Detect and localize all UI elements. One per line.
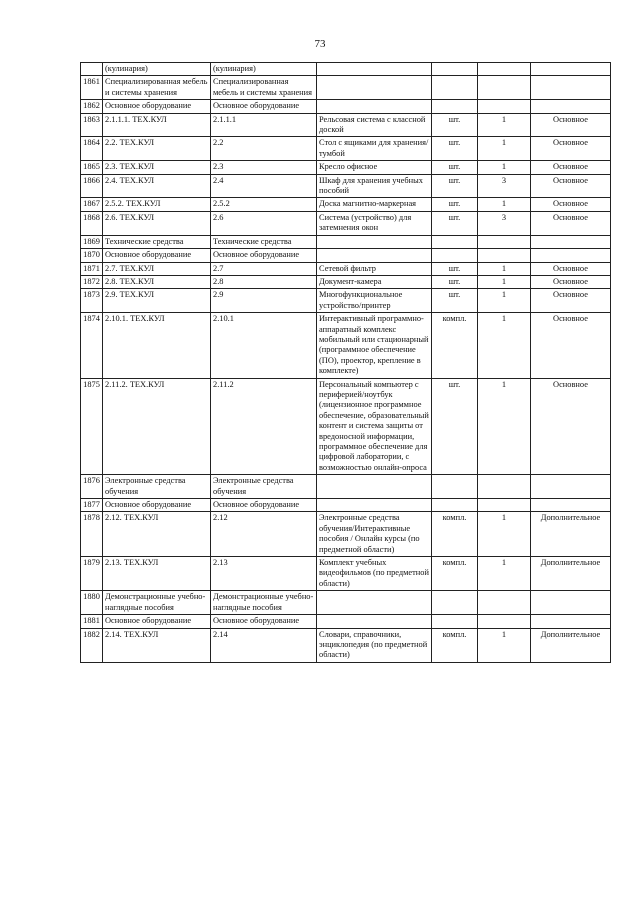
row-quantity: 1 <box>478 161 531 174</box>
row-quantity <box>478 100 531 113</box>
row-code: Специализированная мебель и системы хранения <box>211 76 317 100</box>
row-name: 2.9. ТЕХ.КУЛ <box>103 289 211 313</box>
row-code: 2.4 <box>211 174 317 198</box>
row-quantity <box>478 76 531 100</box>
row-code: 2.12 <box>211 512 317 557</box>
row-unit <box>432 249 478 262</box>
row-type <box>531 499 611 512</box>
row-unit: шт. <box>432 137 478 161</box>
row-item <box>317 100 432 113</box>
row-number: 1879 <box>81 557 103 591</box>
table-row <box>81 161 611 174</box>
row-unit <box>432 499 478 512</box>
row-number: 1869 <box>81 235 103 248</box>
row-unit: компл. <box>432 628 478 662</box>
row-number: 1862 <box>81 100 103 113</box>
row-type <box>531 615 611 628</box>
table-row <box>81 499 611 512</box>
row-code: 2.11.2 <box>211 378 317 475</box>
table-row <box>81 378 611 475</box>
row-name: 2.11.2. ТЕХ.КУЛ <box>103 378 211 475</box>
row-name: 2.8. ТЕХ.КУЛ <box>103 275 211 288</box>
row-number: 1882 <box>81 628 103 662</box>
row-name: 2.1.1.1. ТЕХ.КУЛ <box>103 113 211 137</box>
row-type <box>531 591 611 615</box>
row-unit: шт. <box>432 275 478 288</box>
row-code: 2.3 <box>211 161 317 174</box>
row-quantity: 1 <box>478 512 531 557</box>
row-name: 2.2. ТЕХ.КУЛ <box>103 137 211 161</box>
row-unit: шт. <box>432 174 478 198</box>
table-row <box>81 211 611 235</box>
row-quantity: 1 <box>478 198 531 211</box>
table-row <box>81 63 611 76</box>
row-unit <box>432 235 478 248</box>
row-unit: шт. <box>432 198 478 211</box>
row-code: 2.2 <box>211 137 317 161</box>
row-quantity: 3 <box>478 211 531 235</box>
row-code: Основное оборудование <box>211 249 317 262</box>
table-row <box>81 249 611 262</box>
row-code: Основное оборудование <box>211 100 317 113</box>
row-name: Основное оборудование <box>103 100 211 113</box>
table-row <box>81 289 611 313</box>
row-unit: шт. <box>432 113 478 137</box>
row-item <box>317 475 432 499</box>
row-type: Дополнительное <box>531 512 611 557</box>
row-quantity <box>478 615 531 628</box>
row-number: 1880 <box>81 591 103 615</box>
row-type <box>531 475 611 499</box>
row-item: Шкаф для хранения учебных пособий <box>317 174 432 198</box>
table-row <box>81 628 611 662</box>
row-name: (кулинария) <box>103 63 211 76</box>
row-type: Основное <box>531 211 611 235</box>
row-type: Основное <box>531 313 611 378</box>
row-unit: шт. <box>432 262 478 275</box>
row-type: Дополнительное <box>531 628 611 662</box>
row-name: 2.13. ТЕХ.КУЛ <box>103 557 211 591</box>
row-quantity: 3 <box>478 174 531 198</box>
table-row <box>81 174 611 198</box>
row-unit: шт. <box>432 378 478 475</box>
row-item <box>317 63 432 76</box>
row-unit: компл. <box>432 313 478 378</box>
table-row <box>81 76 611 100</box>
row-code: 2.13 <box>211 557 317 591</box>
row-unit <box>432 591 478 615</box>
row-type: Основное <box>531 262 611 275</box>
row-unit: шт. <box>432 289 478 313</box>
row-number: 1878 <box>81 512 103 557</box>
row-type: Основное <box>531 289 611 313</box>
row-code: 2.8 <box>211 275 317 288</box>
table-row <box>81 235 611 248</box>
row-item: Система (устройство) для затемнения окон <box>317 211 432 235</box>
row-item <box>317 249 432 262</box>
row-quantity: 1 <box>478 113 531 137</box>
row-name: 2.12. ТЕХ.КУЛ <box>103 512 211 557</box>
table-row <box>81 557 611 591</box>
row-quantity <box>478 63 531 76</box>
row-name: Основное оборудование <box>103 249 211 262</box>
row-type: Основное <box>531 113 611 137</box>
row-type <box>531 249 611 262</box>
row-name: Электронные средства обучения <box>103 475 211 499</box>
row-type: Основное <box>531 174 611 198</box>
row-code: 2.7 <box>211 262 317 275</box>
row-name: Демонстрационные учебно-наглядные пособия <box>103 591 211 615</box>
row-item <box>317 591 432 615</box>
row-item <box>317 615 432 628</box>
row-quantity: 1 <box>478 289 531 313</box>
row-number: 1875 <box>81 378 103 475</box>
row-quantity: 1 <box>478 137 531 161</box>
row-name: 2.10.1. ТЕХ.КУЛ <box>103 313 211 378</box>
row-quantity: 1 <box>478 378 531 475</box>
row-name: 2.4. ТЕХ.КУЛ <box>103 174 211 198</box>
table-row <box>81 615 611 628</box>
row-number: 1881 <box>81 615 103 628</box>
row-item: Персональный компьютер с периферией/ноутбук (лицензионное программное обеспечение, образовательный контент и система защиты от вредоносной информации, программное обеспечение для цифровой лаборатории, с возможностью онлайн-опроса <box>317 378 432 475</box>
row-name: 2.5.2. ТЕХ.КУЛ <box>103 198 211 211</box>
row-unit <box>432 615 478 628</box>
row-type: Основное <box>531 161 611 174</box>
row-item <box>317 235 432 248</box>
row-number: 1873 <box>81 289 103 313</box>
row-type: Основное <box>531 198 611 211</box>
row-unit <box>432 475 478 499</box>
row-type <box>531 76 611 100</box>
row-type <box>531 100 611 113</box>
row-unit: компл. <box>432 557 478 591</box>
row-code: Электронные средства обучения <box>211 475 317 499</box>
table-row <box>81 275 611 288</box>
row-unit <box>432 76 478 100</box>
row-name: 2.7. ТЕХ.КУЛ <box>103 262 211 275</box>
row-number: 1865 <box>81 161 103 174</box>
row-quantity: 1 <box>478 262 531 275</box>
row-name: 2.14. ТЕХ.КУЛ <box>103 628 211 662</box>
table-row <box>81 313 611 378</box>
row-item: Кресло офисное <box>317 161 432 174</box>
row-type: Основное <box>531 137 611 161</box>
row-name: Технические средства <box>103 235 211 248</box>
row-item: Комплект учебных видеофильмов (по предметной области) <box>317 557 432 591</box>
row-type <box>531 235 611 248</box>
row-quantity: 1 <box>478 628 531 662</box>
row-item: Интерактивный программно-аппаратный комплекс мобильный или стационарный (программное обеспечение (ПО), проектор, крепление в комплекте) <box>317 313 432 378</box>
row-number: 1866 <box>81 174 103 198</box>
row-quantity <box>478 499 531 512</box>
page-number: 73 <box>314 38 326 50</box>
row-item: Электронные средства обучения/Интерактивные пособия / Онлайн курсы (по предметной области) <box>317 512 432 557</box>
row-type: Основное <box>531 275 611 288</box>
row-number: 1871 <box>81 262 103 275</box>
table-row <box>81 198 611 211</box>
row-number: 1867 <box>81 198 103 211</box>
row-unit: шт. <box>432 211 478 235</box>
row-code: (кулинария) <box>211 63 317 76</box>
row-quantity: 1 <box>478 275 531 288</box>
row-unit <box>432 63 478 76</box>
row-code: Технические средства <box>211 235 317 248</box>
row-number: 1876 <box>81 475 103 499</box>
table-row <box>81 262 611 275</box>
row-code: 2.5.2 <box>211 198 317 211</box>
row-item: Многофункциональное устройство/принтер <box>317 289 432 313</box>
row-code: Основное оборудование <box>211 499 317 512</box>
row-item <box>317 76 432 100</box>
row-number: 1864 <box>81 137 103 161</box>
row-number <box>81 63 103 76</box>
row-name: 2.6. ТЕХ.КУЛ <box>103 211 211 235</box>
row-type: Основное <box>531 378 611 475</box>
row-unit <box>432 100 478 113</box>
row-code: 2.1.1.1 <box>211 113 317 137</box>
row-code: Основное оборудование <box>211 615 317 628</box>
table-row <box>81 591 611 615</box>
row-code: 2.9 <box>211 289 317 313</box>
row-code: 2.10.1 <box>211 313 317 378</box>
row-unit: шт. <box>432 161 478 174</box>
row-quantity <box>478 235 531 248</box>
row-name: Специализированная мебель и системы хранения <box>103 76 211 100</box>
row-number: 1870 <box>81 249 103 262</box>
row-name: 2.3. ТЕХ.КУЛ <box>103 161 211 174</box>
row-item: Сетевой фильтр <box>317 262 432 275</box>
row-number: 1863 <box>81 113 103 137</box>
row-number: 1877 <box>81 499 103 512</box>
row-unit: компл. <box>432 512 478 557</box>
row-item: Документ-камера <box>317 275 432 288</box>
row-name: Основное оборудование <box>103 615 211 628</box>
row-item: Рельсовая система с классной доской <box>317 113 432 137</box>
row-code: 2.14 <box>211 628 317 662</box>
equipment-table <box>80 62 611 663</box>
row-quantity <box>478 249 531 262</box>
row-item: Словари, справочники, энциклопедия (по предметной области) <box>317 628 432 662</box>
row-item <box>317 499 432 512</box>
row-number: 1872 <box>81 275 103 288</box>
row-number: 1868 <box>81 211 103 235</box>
row-code: Демонстрационные учебно-наглядные пособия <box>211 591 317 615</box>
row-quantity <box>478 475 531 499</box>
row-type: Дополнительное <box>531 557 611 591</box>
row-number: 1861 <box>81 76 103 100</box>
row-quantity <box>478 591 531 615</box>
row-quantity: 1 <box>478 313 531 378</box>
row-item: Стол с ящиками для хранения/тумбой <box>317 137 432 161</box>
table-row <box>81 137 611 161</box>
table-row <box>81 512 611 557</box>
row-code: 2.6 <box>211 211 317 235</box>
table-row <box>81 113 611 137</box>
row-name: Основное оборудование <box>103 499 211 512</box>
row-number: 1874 <box>81 313 103 378</box>
table-row <box>81 100 611 113</box>
table-row <box>81 475 611 499</box>
row-item: Доска магнитно-маркерная <box>317 198 432 211</box>
row-quantity: 1 <box>478 557 531 591</box>
row-type <box>531 63 611 76</box>
